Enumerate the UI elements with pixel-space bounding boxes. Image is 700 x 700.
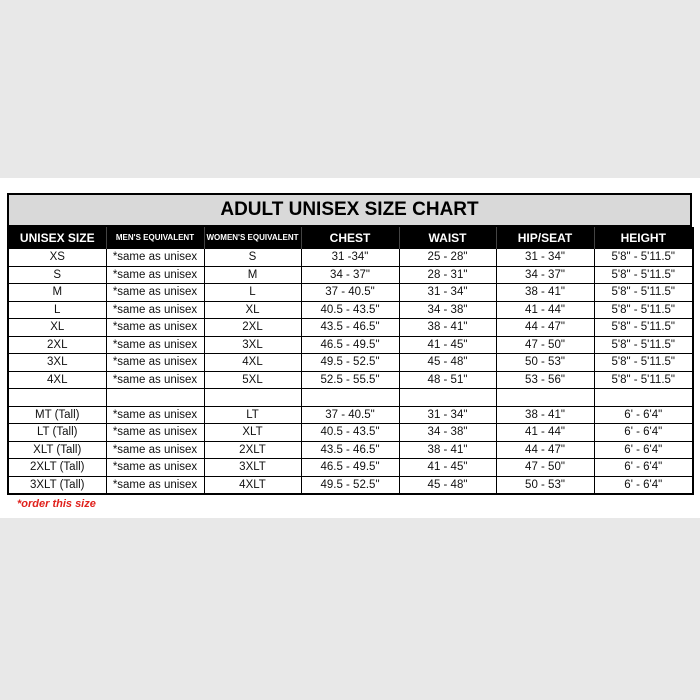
cell-mens-equivalent: *same as unisex — [106, 441, 204, 459]
header-waist: WAIST — [399, 227, 496, 249]
cell-womens-equivalent: L — [204, 284, 301, 302]
cell-womens-equivalent: 4XLT — [204, 476, 301, 494]
cell-mens-equivalent: *same as unisex — [106, 406, 204, 424]
cell-chest: 52.5 - 55.5" — [301, 371, 399, 389]
cell-mens-equivalent: *same as unisex — [106, 371, 204, 389]
cell-hip-seat: 38 - 41" — [496, 284, 594, 302]
cell-waist: 38 - 41" — [399, 319, 496, 337]
cell-chest: 49.5 - 52.5" — [301, 354, 399, 372]
cell-mens-equivalent: *same as unisex — [106, 266, 204, 284]
cell-hip-seat: 50 - 53" — [496, 476, 594, 494]
table-row — [8, 406, 693, 424]
cell-unisex-size: 4XL — [8, 371, 106, 389]
header-mens-equivalent: MEN'S EQUIVALENT — [106, 227, 204, 249]
cell-chest: 40.5 - 43.5" — [301, 301, 399, 319]
cell-height: 5'8" - 5'11.5" — [594, 301, 693, 319]
cell-chest: 37 - 40.5" — [301, 406, 399, 424]
cell-height: 5'8" - 5'11.5" — [594, 371, 693, 389]
cell-unisex-size: 2XLT (Tall) — [8, 459, 106, 477]
cell-hip-seat: 44 - 47" — [496, 441, 594, 459]
cell-height: 5'8" - 5'11.5" — [594, 249, 693, 267]
cell-womens-equivalent — [204, 389, 301, 407]
cell-waist: 31 - 34" — [399, 284, 496, 302]
cell-height: 6' - 6'4" — [594, 459, 693, 477]
cell-unisex-size: LT (Tall) — [8, 424, 106, 442]
cell-waist: 34 - 38" — [399, 301, 496, 319]
table-row — [8, 476, 693, 494]
size-table — [7, 227, 694, 495]
cell-hip-seat: 41 - 44" — [496, 301, 594, 319]
cell-hip-seat: 44 - 47" — [496, 319, 594, 337]
cell-height: 6' - 6'4" — [594, 406, 693, 424]
cell-hip-seat: 34 - 37" — [496, 266, 594, 284]
cell-womens-equivalent: 3XLT — [204, 459, 301, 477]
cell-womens-equivalent: LT — [204, 406, 301, 424]
cell-waist — [399, 389, 496, 407]
table-row — [8, 319, 693, 337]
header-hip-seat: HIP/SEAT — [496, 227, 594, 249]
cell-unisex-size: S — [8, 266, 106, 284]
cell-waist: 38 - 41" — [399, 441, 496, 459]
cell-chest: 37 - 40.5" — [301, 284, 399, 302]
cell-mens-equivalent: *same as unisex — [106, 424, 204, 442]
cell-hip-seat: 31 - 34" — [496, 249, 594, 267]
cell-hip-seat: 47 - 50" — [496, 336, 594, 354]
cell-unisex-size: 3XLT (Tall) — [8, 476, 106, 494]
cell-unisex-size: L — [8, 301, 106, 319]
header-womens-equivalent: WOMEN'S EQUIVALENT — [204, 227, 301, 249]
cell-womens-equivalent: 5XL — [204, 371, 301, 389]
cell-waist: 41 - 45" — [399, 336, 496, 354]
table-row — [8, 284, 693, 302]
header-row — [8, 227, 693, 249]
chart-title: ADULT UNISEX SIZE CHART — [7, 193, 692, 227]
cell-womens-equivalent: 3XL — [204, 336, 301, 354]
cell-chest — [301, 389, 399, 407]
cell-height: 5'8" - 5'11.5" — [594, 284, 693, 302]
cell-height: 6' - 6'4" — [594, 441, 693, 459]
header-unisex-size: UNISEX SIZE — [8, 227, 106, 249]
cell-mens-equivalent: *same as unisex — [106, 354, 204, 372]
cell-chest: 46.5 - 49.5" — [301, 336, 399, 354]
cell-chest: 40.5 - 43.5" — [301, 424, 399, 442]
cell-hip-seat: 41 - 44" — [496, 424, 594, 442]
size-chart-card — [0, 178, 700, 518]
cell-unisex-size: XL — [8, 319, 106, 337]
cell-waist: 45 - 48" — [399, 354, 496, 372]
header-height: HEIGHT — [594, 227, 693, 249]
table-row — [8, 266, 693, 284]
table-row — [8, 371, 693, 389]
cell-height: 5'8" - 5'11.5" — [594, 354, 693, 372]
cell-mens-equivalent: *same as unisex — [106, 336, 204, 354]
cell-hip-seat: 38 - 41" — [496, 406, 594, 424]
cell-unisex-size: MT (Tall) — [8, 406, 106, 424]
table-row — [8, 249, 693, 267]
cell-unisex-size — [8, 389, 106, 407]
cell-chest: 43.5 - 46.5" — [301, 319, 399, 337]
cell-womens-equivalent: S — [204, 249, 301, 267]
cell-womens-equivalent: 2XL — [204, 319, 301, 337]
cell-height: 6' - 6'4" — [594, 424, 693, 442]
cell-waist: 34 - 38" — [399, 424, 496, 442]
cell-womens-equivalent: M — [204, 266, 301, 284]
cell-womens-equivalent: 2XLT — [204, 441, 301, 459]
table-row — [8, 301, 693, 319]
table-row — [8, 336, 693, 354]
cell-hip-seat — [496, 389, 594, 407]
cell-chest: 43.5 - 46.5" — [301, 441, 399, 459]
cell-mens-equivalent: *same as unisex — [106, 284, 204, 302]
cell-mens-equivalent: *same as unisex — [106, 476, 204, 494]
cell-chest: 49.5 - 52.5" — [301, 476, 399, 494]
cell-height: 5'8" - 5'11.5" — [594, 266, 693, 284]
cell-mens-equivalent — [106, 389, 204, 407]
cell-waist: 41 - 45" — [399, 459, 496, 477]
cell-mens-equivalent: *same as unisex — [106, 301, 204, 319]
cell-hip-seat: 53 - 56" — [496, 371, 594, 389]
table-row — [8, 424, 693, 442]
table-row — [8, 459, 693, 477]
cell-hip-seat: 50 - 53" — [496, 354, 594, 372]
table-row — [8, 354, 693, 372]
cell-unisex-size: XLT (Tall) — [8, 441, 106, 459]
cell-waist: 31 - 34" — [399, 406, 496, 424]
cell-unisex-size: M — [8, 284, 106, 302]
cell-mens-equivalent: *same as unisex — [106, 319, 204, 337]
cell-height: 6' - 6'4" — [594, 476, 693, 494]
cell-height: 5'8" - 5'11.5" — [594, 319, 693, 337]
cell-waist: 45 - 48" — [399, 476, 496, 494]
cell-height — [594, 389, 693, 407]
cell-waist: 25 - 28" — [399, 249, 496, 267]
cell-waist: 48 - 51" — [399, 371, 496, 389]
cell-hip-seat: 47 - 50" — [496, 459, 594, 477]
header-chest: CHEST — [301, 227, 399, 249]
cell-height: 5'8" - 5'11.5" — [594, 336, 693, 354]
spacer-row — [8, 389, 693, 407]
table-row — [8, 441, 693, 459]
cell-chest: 34 - 37" — [301, 266, 399, 284]
order-note: *order this size — [17, 498, 96, 510]
cell-mens-equivalent: *same as unisex — [106, 249, 204, 267]
cell-unisex-size: 2XL — [8, 336, 106, 354]
cell-chest: 46.5 - 49.5" — [301, 459, 399, 477]
cell-unisex-size: XS — [8, 249, 106, 267]
cell-womens-equivalent: XL — [204, 301, 301, 319]
cell-chest: 31 -34" — [301, 249, 399, 267]
size-rows — [8, 249, 693, 495]
cell-waist: 28 - 31" — [399, 266, 496, 284]
cell-womens-equivalent: XLT — [204, 424, 301, 442]
size-chart — [7, 193, 692, 510]
cell-womens-equivalent: 4XL — [204, 354, 301, 372]
cell-unisex-size: 3XL — [8, 354, 106, 372]
cell-mens-equivalent: *same as unisex — [106, 459, 204, 477]
